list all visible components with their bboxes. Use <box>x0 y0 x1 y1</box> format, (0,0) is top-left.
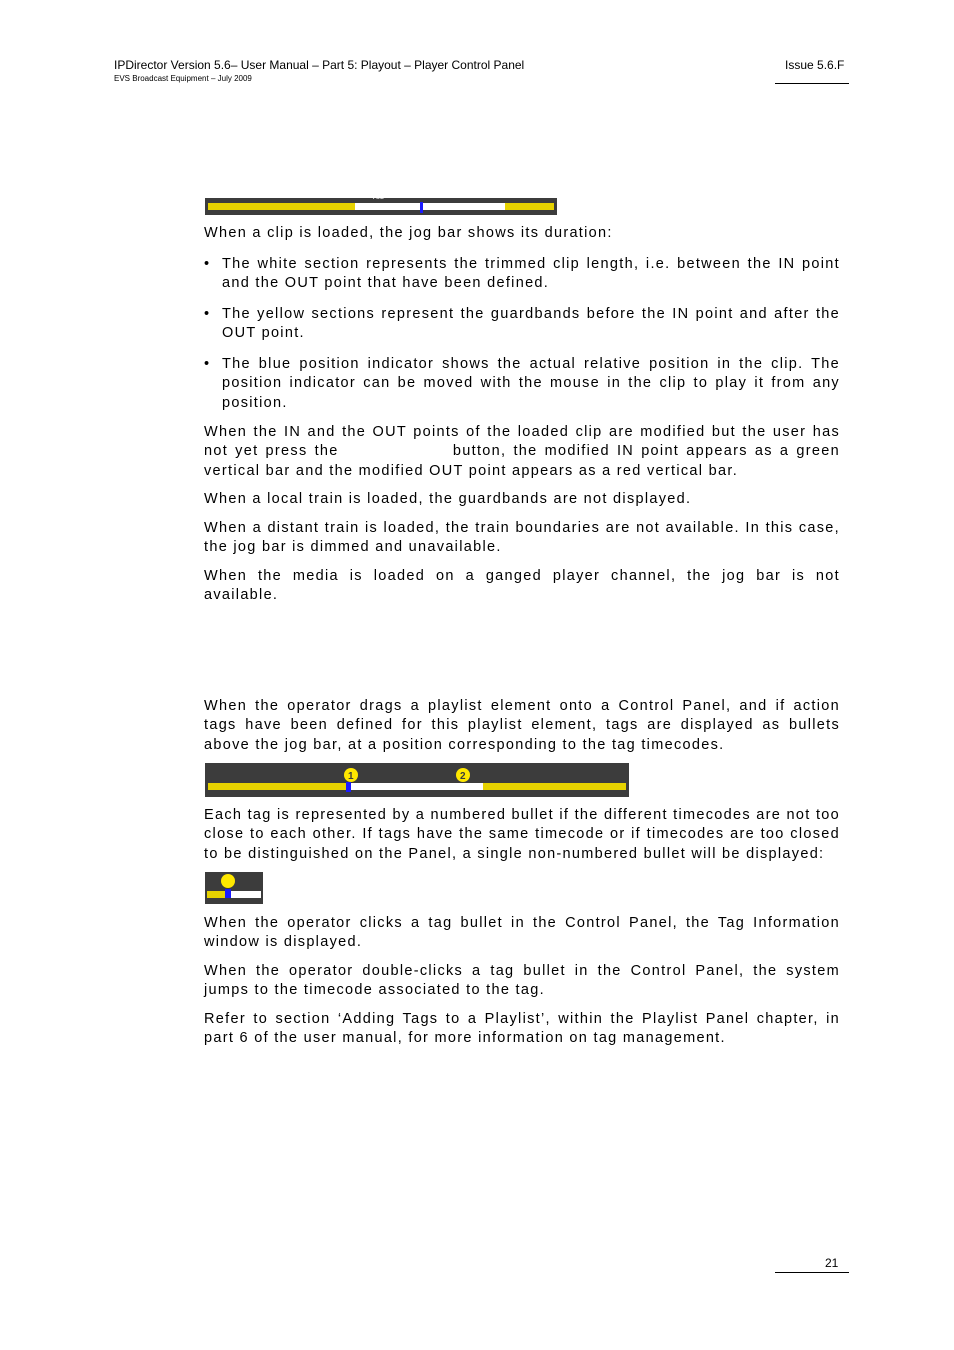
bullet-dot-icon: • <box>204 356 211 372</box>
double-click-tag-paragraph: When the operator double-clicks a tag bullet in the Control Panel, the system jumps to the timecode associated to the tag. <box>204 963 840 999</box>
tag-bar-figure <box>205 763 629 797</box>
header-title: IPDirector Version 5.6– User Manual – Part 5: Playout – Player Control Panel <box>114 58 525 72</box>
tag-bar-position-indicator <box>346 782 351 792</box>
page-number: 21 <box>825 1256 839 1270</box>
local-train-paragraph: When a local train is loaded, the guardbands are not displayed. <box>204 491 692 507</box>
single-tag-trimmed-section <box>227 891 261 898</box>
single-tag-frame <box>205 872 263 904</box>
tag-bullet-2-label: 2 <box>460 771 466 782</box>
jog-bar-figure <box>205 191 557 216</box>
refer-section-paragraph: Refer to section ‘Adding Tags to a Playlist’, within the Playlist Panel chapter, in part 6 of the user manual, for more information on tag management. <box>204 1011 840 1047</box>
modified-points-text-a: When the IN and the OUT points of the loaded clip are modified but the user has not yet press the <box>204 424 840 460</box>
single-tag-guardband <box>207 891 227 898</box>
bullet-blue-indicator <box>204 355 840 413</box>
bullet-text: The yellow sections represent the guardbands before the IN point and after the OUT point. <box>222 306 840 342</box>
tag-bar-guardband-before <box>208 783 348 790</box>
jog-bar-trimmed-section <box>355 203 505 210</box>
numbered-bullet-paragraph: Each tag is represented by a numbered bullet if the different timecodes are not too close to each other. If tags have the same timecode or if timecodes are too closed to be distinguished on the Panel, a single non-numbered bullet will be displayed: <box>204 807 840 862</box>
distant-train-paragraph: When a distant train is loaded, the train boundaries are not available. In this case, the jog bar is dimmed and unavailable. <box>204 520 840 556</box>
footer-rule <box>775 1272 849 1273</box>
click-tag-paragraph: When the operator clicks a tag bullet in the Control Panel, the Tag Information window is displayed. <box>204 915 840 951</box>
single-tag-bullet-icon <box>221 874 235 888</box>
jog-bar-guardband-after <box>505 203 554 210</box>
bullet-white-section <box>204 255 840 294</box>
tag-bullet-1-label: 1 <box>348 771 354 782</box>
header-subtitle: EVS Broadcast Equipment – July 2009 <box>114 74 252 83</box>
tag-bar-frame <box>205 763 629 797</box>
bullet-dot-icon: • <box>204 256 211 272</box>
bullet-yellow-sections <box>204 305 840 344</box>
tags-paragraph: When the operator drags a playlist element onto a Control Panel, and if action tags have been defined for this playlist element, tags are displayed as bullets above the jog bar, at a position corresponding to the tag timecodes. <box>204 698 840 753</box>
bullet-text: The blue position indicator shows the actual relative position in the clip. The position indicator can be moved with the mouse in the clip to play it from any position. <box>222 356 840 411</box>
modified-points-text-b: button, the modified IN point appears as a green vertical bar and the modified OUT point appears as a red vertical bar. <box>204 443 840 479</box>
single-tag-position-indicator <box>225 889 231 898</box>
modified-points-paragraph <box>204 423 840 481</box>
jog-bar-label: Yes <box>371 192 385 201</box>
header-issue: Issue 5.6.F <box>785 58 845 72</box>
tag-bar-guardband-after <box>483 783 626 790</box>
tag-bar-trimmed-section <box>348 783 483 790</box>
ganged-channel-paragraph: When the media is loaded on a ganged player channel, the jog bar is not available. <box>204 568 840 604</box>
jog-bar-guardband-before <box>208 203 355 210</box>
header-rule <box>775 83 849 84</box>
intro-paragraph: When a clip is loaded, the jog bar shows its duration: <box>204 225 613 241</box>
bullet-dot-icon: • <box>204 306 211 322</box>
jog-bar-position-indicator <box>420 202 423 213</box>
single-tag-figure <box>205 872 263 904</box>
bullet-text: The white section represents the trimmed clip length, i.e. between the IN point and the OUT point that have been defined. <box>222 256 840 292</box>
